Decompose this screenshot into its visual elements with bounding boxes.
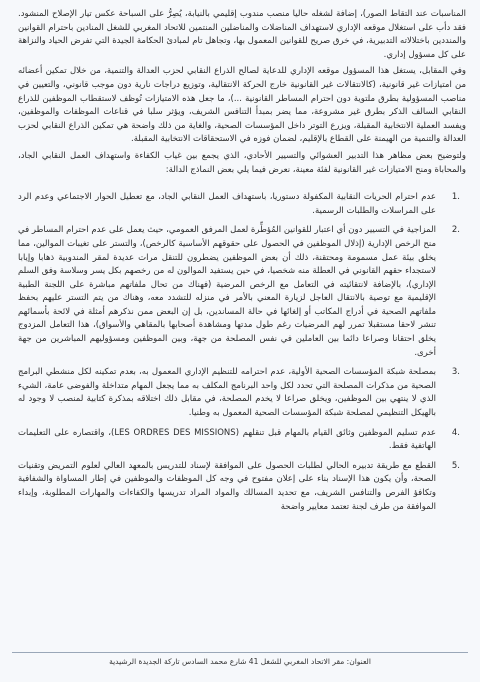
list-item (18, 427, 466, 454)
list-item (18, 191, 466, 218)
list-item-number: .1 (451, 192, 460, 203)
examples-list (18, 191, 466, 514)
list-item-number: .3 (451, 367, 460, 378)
list-item-text: عدم احترام الحريات النقابية المكفولة دستوريا، باستهداف العمل النقابي الجاد، مع تعطيل الحوار الاجتماعي وعدم الرد على المراسلات والطلبات الرسمية. (18, 192, 436, 216)
list-item (18, 224, 466, 360)
paragraph-3: ولتوضيح بعض مظاهر هذا التدبير العشوائي والتسيير الأحادي، الذي يجمع بين غياب الكفاءة واستهداف العمل النقابي الجاد، والمحاباة ومنح الامتيازات غير القانونية لفئة معينة، نعرض فيما يلي بعض النماذج الدالة: (18, 150, 466, 175)
list-item-text: عدم تسليم الموظفين وثائق القيام بالمهام قبل تنقلهم (LES ORDRES DES MISSIONS)، واقتصاره على التعليمات الهاتفية فقط. (18, 427, 436, 452)
paragraph-2: وفي المقابل، يستغل هذا المسؤول موقعه الإداري للدعاية لصالح الذراع النقابي لحزب العدالة والتنمية، من خلال تمكين أعضائه من امتيازات غير قانونية، (كالانتقالات غير القانونية خارج الحركة الانتقالية، وتوزيع دراجات نارية دون موجب قانوني، والتعيين في مناصب المسؤولية بطرق ملتوية دون احترام المساطر القانونية ...)، ما جعل هذه الامتيازات تُوظف لاستقطاب الموظفين للذراع النقابي السالف الذكر بطرق غير مشروعة، مما يضر بمبدأ التنافس الشريف، ويؤثر سلبا في قناعات الموظفات والموظفين، ويفسد العملية الانتخابية المقبلة، ويزرع التوتر داخل المؤسسات الصحية، والغاية من ذلك واضحة هي تمكين الذراع النقابي لحزب العدالة والتنمية من الهيمنة على القطاع بالإقليم، لضمان فوزه في الاستحقاقات الانتخابية المقبلة. (18, 66, 466, 145)
footer-address: العنوان: مقر الاتحاد المغربي للشغل 41 شارع محمد السادس تاركة الجديدة الرشيدية (109, 657, 371, 666)
list-item-text: القطع مع طريقة تدبيره الحالي لطلبات الحصول على الموافقة لإسناد للتدريس بالمعهد العالي لعلوم التمريض وتقنيات الصحة، وأن يكون هذا الإسناد بناء على إعلان مفتوح في وجه كل الموظفات والموظفين في إطار المساواة والشفافية وتكافؤ الفرص والتنافس الشريف، مع تحديد المسالك والمواد المراد تدريسها والكفاءات والمهارات المطلوبة، وإبداء الموافقة من طرف لجنة تعتمد معايير واضحة (18, 460, 436, 512)
footer-divider (12, 652, 468, 653)
paragraph-1: المناسبات عند التقاط الصور)، إضافة لشغله حاليا منصب مندوب إقليمي بالنيابة، يُصِرُّ على السباحة عكس تيار الإصلاح المنشود. فقد دأب على استغلال موقعه الإداري لاستهداف المناضلات والمناضلين المنتمين للاتحاد المغربي للشغل المنادين باحترام القوانين والمنددين باختلالاته التدبيرية، في خرق صريح للقوانين المعمول بها، وتجاهل تام لمبادئ الحكامة الجيدة التي تفرض الحياد والنزاهة على كل مسؤول إداري. (18, 9, 466, 60)
list-item-text: بمصلحة شبكة المؤسسات الصحية الأولية، عدم احترامه للتنظيم الإداري المعمول به، بعدم تمكينه لكل منشطي البرامج الصحية من مذكرات المصلحة التي تحدد لكل واحد البرنامج المكلف به مما يجعل المهام متداخلة والفوضى عامة، الشيء الذي لا ينتهي بين الموظفين، ويخلق صراعا لا يخدم المصلحة، في مقابل ذلك اختلاقه بمذكرة كتابية لمنصب لا وجود له بالهيكل التنظيمي لمصلحة شبكة المؤسسات الصحية المعمول به وطنيا. (18, 367, 436, 419)
list-item (18, 460, 466, 514)
list-item-text: المزاجية في التسيير دون أي اعتبار للقوانين المُؤطِّرة لعمل المرفق العمومي، حيث يعمل على عدم احترام المساطر في منح الرخص الإدارية (إذلال الموظفين في الحصول على حقوقهم الأساسية كالرخص)، والتستر على تغيبات الموالين، مما يخلق بيئة عمل مسمومة ومحتقنة، ذلك أن بعض الموظفين يضطرون للتنقل مرات عديدة لمقر المندوبية ذهابا وإيابا لاستجداء حقهم القانوني في العطلة منه شخصيا، في حين يستفيد الموالون له من رخصهم بكل يسر وسلاسة وفق السلم الإداري)، بالإضافة لانتقائيته في التعامل مع الرخص المرضية (فهناك من تحال ملفاتهم مباشرة على اللجنة الطبية الإقليمية مع توصية بالانتقال العاجل لزيارة المعني بالأمر في منزله للتشدد معه، وهناك من يتم التستر عليهم بحفظ ملفاتهم الصحية في أدراج المكاتب أو إلغائها في حالة المساندين، بل إن البعض ممن نذكرهم أمثلة في لائحة بأسمائهم تنشر لاحقا مستقبلا تمرر لهم المرضيات رغم طول مدتها ومشاهدة أصحابها بالمقاهي والأسواق)، هذا التعامل المزدوج يخلق احتقانا وصراعا دائما بين العاملين في نفس المصلحة من جهة، وبين الموظفين ومسؤوليهم المباشرين من جهة أخرى. (18, 225, 436, 358)
list-item-number: .2 (451, 225, 460, 236)
list-item-number: .4 (451, 427, 460, 438)
list-item-number: .5 (451, 460, 460, 471)
list-item (18, 366, 466, 420)
